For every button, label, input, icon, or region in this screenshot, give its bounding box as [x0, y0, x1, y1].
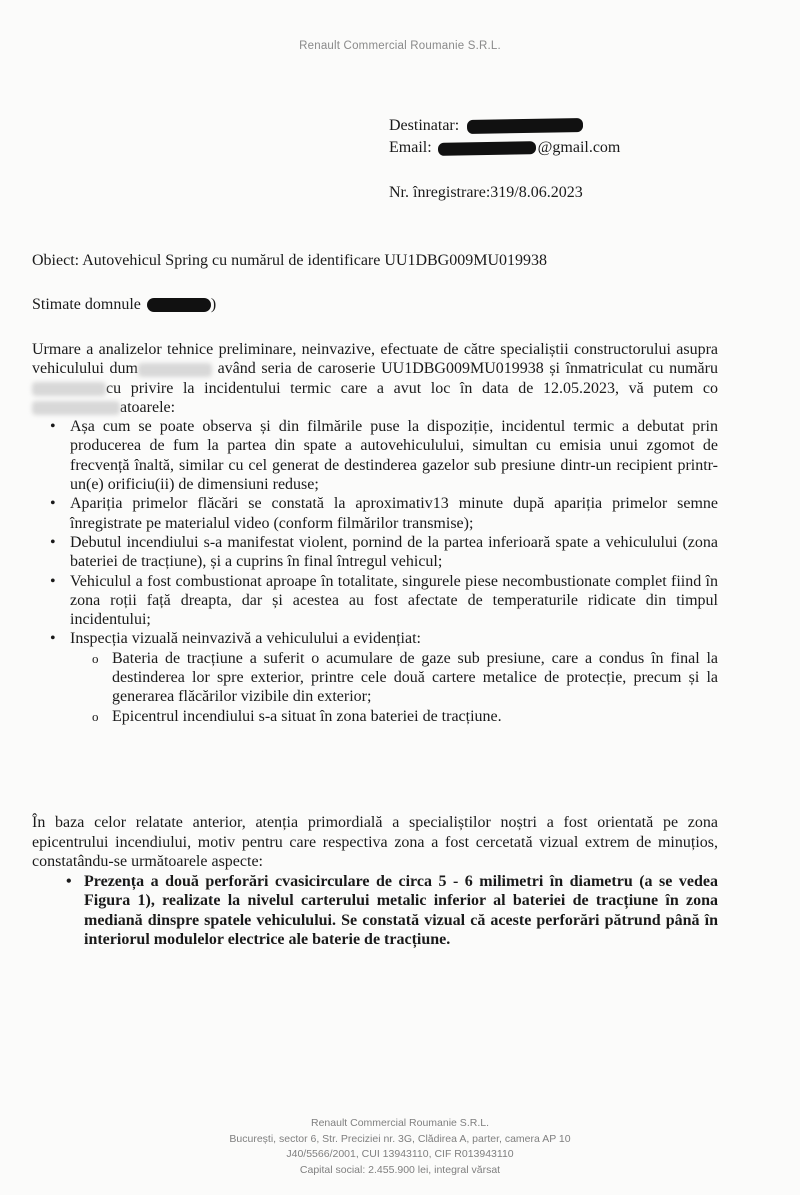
letter-footer [0, 1116, 800, 1178]
recipient-email-row [389, 137, 620, 159]
list-item: • Vehiculul a fost combustionat aproape în totalitate, singurele piese necombustionate complet fiind în zona roții față dreapta, dar și acestea au fost afectate de temperaturile ridicate din timpul incidentului; [70, 572, 718, 630]
email-domain: @gmail.com [537, 139, 621, 156]
salutation-suffix: ) [210, 296, 217, 313]
footer-company: Renault Commercial Roumanie S.R.L. [311, 1117, 489, 1129]
finding-bullet: • Prezența a două perforări cvasicirculare de circa 5 - 6 milimetri în diametru (a se vedea Figura 1), realizate la nivelul carterului metalic inferior al bateriei de tracțiune în zona mediană dinspre spatele vehiculului. Se constată vizual că aceste perforări pătrund până în interiorul modulelor electrice ale baterie de tracțiune. [32, 872, 718, 950]
intro-part-4: atoarele: [120, 398, 176, 416]
object-line: Obiect: Autovehicul Spring cu numărul de identificare UU1DBG009MU019938 [32, 252, 548, 269]
redacted-name [467, 118, 583, 134]
findings-list [32, 417, 718, 726]
sub-list [70, 649, 718, 726]
salutation [32, 296, 216, 314]
sub-list-item: o Bateria de tracțiune a suferit o acumulare de gaze sub presiune, care a condus în final la destinderea lor spre exterior, printre cele două cartere metalice de protecție, precum și la generarea flăcărilor vizibile din exterior; [112, 649, 718, 707]
redacted-email [438, 141, 536, 156]
registration-number: Nr. înregistrare:319/8.06.2023 [389, 184, 583, 201]
intro-part-1: Urmare a analizelor tehnice preliminare, neinvazive, efectuate de către specialiștii constructorului asupra vehiculului dum [32, 341, 718, 378]
sub-list-item: o Epicentrul incendiului s-a situat în zona bateriei de tracțiune. [112, 707, 718, 726]
blurred-word [32, 401, 120, 415]
list-item [70, 629, 718, 725]
list-item: • Așa cum se poate observa și din filmările puse la dispoziție, incidentul termic a debutat prin producerea de fum la partea din spate a autovehiculului, simultan cu emisia unui zgomot de frecvență înaltă, similar cu cel generat de destinderea gazelor sub presiune dintr-un recipient printr-un(e) orificiu(ii) de dimensiuni reduse; [70, 417, 718, 494]
footer-address: București, sector 6, Str. Preciziei nr. 3G, Clădirea A, parter, camera AP 10 [229, 1132, 571, 1145]
list-item: • Debutul incendiului s-a manifestat violent, pornind de la partea inferioară spate a vehiculului (zona bateriei de tracțiune), și a cuprins în final întregul vehicul; [70, 533, 718, 572]
email-label: Email: [389, 139, 432, 156]
intro-part-2: având seria de caroserie UU1DBG009MU019938 și înmatriculat cu număru [212, 360, 718, 378]
list-item: • Apariția primelor flăcări se constată la aproximativ13 minute după apariția primelor semne înregistrate pe materialul video (conform filmărilor transmise); [70, 494, 718, 533]
recipient-block [389, 115, 620, 159]
conclusion-paragraph: În baza celor relatate anterior, atenția primordială a specialiștilor noștri a fost orientată pe zona epicentrului incendiului, motiv pentru care respectiva zona a fost cercetată vizual extrem de minuțios, constatându-se următoarele aspecte: [32, 814, 718, 870]
intro-part-3: cu privire la incidentului termic care a avut loc în data de 12.05.2023, vă putem co [106, 379, 718, 397]
footer-registry: J40/5566/2001, CUI 13943110, CIF R013943110 [286, 1148, 514, 1160]
footer-capital: Capital social: 2.455.900 lei, integral vărsat [299, 1163, 501, 1176]
letter-body [32, 340, 718, 726]
salutation-text: Stimate domnule [32, 296, 141, 313]
recipient-name-row [389, 115, 620, 137]
list-item-text: Inspecția vizuală neinvazivă a vehiculului a evidențiat: [70, 630, 421, 648]
redacted-surname [147, 298, 211, 312]
blurred-plate [32, 382, 106, 396]
blurred-text [138, 363, 212, 377]
letterhead-company: Renault Commercial Roumanie S.R.L. [299, 40, 501, 52]
intro-paragraph [32, 340, 718, 417]
conclusion-block [32, 813, 718, 950]
recipient-label: Destinatar: [389, 117, 460, 134]
